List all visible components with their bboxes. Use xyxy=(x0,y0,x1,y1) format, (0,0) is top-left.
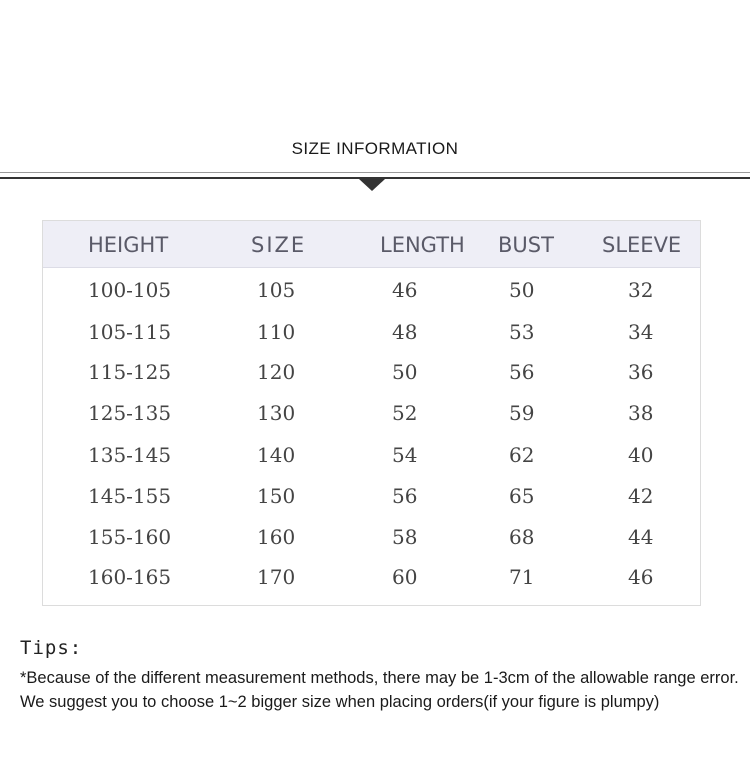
cell-height: 155-160 xyxy=(88,525,172,549)
cell-sleeve: 40 xyxy=(628,443,654,467)
header-sleeve: SLEEVE xyxy=(602,233,682,257)
divider-thin xyxy=(0,172,750,173)
cell-height: 160-165 xyxy=(88,565,172,589)
cell-length: 46 xyxy=(392,278,418,302)
cell-sleeve: 32 xyxy=(628,278,654,302)
cell-bust: 50 xyxy=(509,278,535,302)
cell-height: 100-105 xyxy=(88,278,172,302)
cell-size: 170 xyxy=(257,565,296,589)
cell-height: 115-125 xyxy=(88,360,172,384)
cell-height: 105-115 xyxy=(88,320,172,344)
tips-label: Tips: xyxy=(20,637,83,659)
table-header-row xyxy=(43,221,700,268)
tips-text-line-2: We suggest you to choose 1~2 bigger size when placing orders(if your figure is plumpy) xyxy=(20,693,660,711)
cell-length: 56 xyxy=(392,484,418,508)
cell-sleeve: 46 xyxy=(628,565,654,589)
tips-text-line-1: *Because of the different measurement methods, there may be 1-3cm of the allowable range error. xyxy=(20,669,739,687)
cell-bust: 68 xyxy=(509,525,535,549)
section-title: SIZE INFORMATION xyxy=(291,139,459,158)
cell-bust: 65 xyxy=(509,484,535,508)
cell-length: 52 xyxy=(392,401,418,425)
cell-size: 105 xyxy=(257,278,296,302)
cell-size: 160 xyxy=(257,525,296,549)
cell-size: 130 xyxy=(257,401,296,425)
header-height: HEIGHT xyxy=(88,233,169,257)
cell-length: 50 xyxy=(392,360,418,384)
cell-bust: 62 xyxy=(509,443,535,467)
cell-bust: 59 xyxy=(509,401,535,425)
cell-sleeve: 34 xyxy=(628,320,654,344)
cell-sleeve: 36 xyxy=(628,360,654,384)
cell-sleeve: 38 xyxy=(628,401,654,425)
cell-bust: 53 xyxy=(509,320,535,344)
cell-sleeve: 42 xyxy=(628,484,654,508)
cell-bust: 71 xyxy=(509,565,535,589)
cell-size: 140 xyxy=(257,443,296,467)
size-table xyxy=(42,220,701,606)
cell-size: 150 xyxy=(257,484,296,508)
cell-length: 58 xyxy=(392,525,418,549)
cell-length: 60 xyxy=(392,565,418,589)
header-size: SIZE xyxy=(251,233,307,257)
cell-sleeve: 44 xyxy=(628,525,654,549)
cell-size: 120 xyxy=(257,360,296,384)
header-bust: BUST xyxy=(498,233,554,257)
cell-length: 54 xyxy=(392,443,418,467)
divider-pointer-icon xyxy=(359,179,385,191)
cell-size: 110 xyxy=(257,320,296,344)
cell-height: 125-135 xyxy=(88,401,172,425)
cell-length: 48 xyxy=(392,320,418,344)
header-length: LENGTH xyxy=(380,233,465,257)
cell-bust: 56 xyxy=(509,360,535,384)
cell-height: 145-155 xyxy=(88,484,172,508)
cell-height: 135-145 xyxy=(88,443,172,467)
